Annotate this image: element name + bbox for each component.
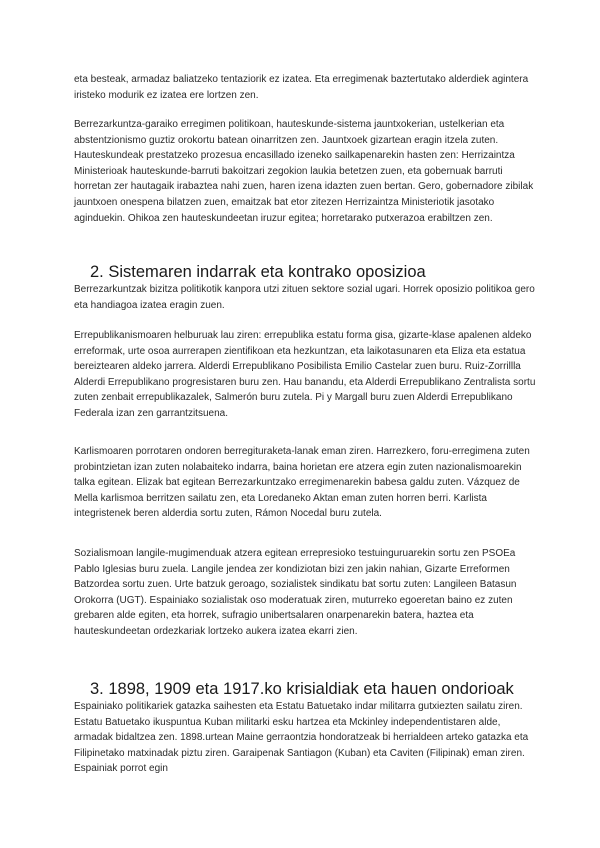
section-3-heading: 3. 1898, 1909 eta 1917.ko krisialdiak eta hauen ondorioak [90, 680, 514, 698]
section-2-heading: 2. Sistemaren indarrak eta kontrako oposizioa [90, 263, 426, 281]
paragraph-s2-1: Berrezarkuntzak bizitza politikotik kanpora utzi zituen sektore sozial ugari. Horrek oposizio politikoa gero eta handiagoa izatea eragin zuen. [74, 284, 535, 311]
paragraph-s3-1: Espainiako politikariek gatazka saihesten eta Estatu Batuetako indar militarra gutxiezten sailatu ziren. Estatu Batuetako ikuspuntua Kuban militarki esku hartzea eta Mckinley independentistaren alde, armadak bidaltzea zen. 1898.urtean Maine gerraontzia hondoratzeak bi herrialdeen arteko gatazka eta Filipinetako matxinadak piztu ziren. Garaipenak Santiagon (Kuban) eta Caviten (Filipinak) eman ziren. Espainiak porrot egin [74, 701, 529, 775]
paragraph-s2-3: Karlismoaren porrotaren ondoren berregituraketa-lanak eman ziren. Harrezkero, foru-erregimena zuten probintzietan izan zuten nolabaiteko indarra, baina horietan ere atzera egin zuten nazionalismoarekin talka egitean. Elizak bat egitean Berrezarkuntzako erregimenarekin babesa galdu zuten. Vázquez de Mella karlismoa berritzen sailatu zen, eta Loredaneko Aktan eman zuten horren berri. Karlista integristenek beren alderdia sortu zuten, Rámon Nocedal buru zutela. [74, 446, 530, 520]
paragraph-s2-4: Sozialismoan langile-mugimenduak atzera egitean errepresioko testuinguruarekin sortu zen PSOEa Pablo Iglesias buru zuela. Langile jendea zer kondiziotan bizi zen jakin nahian, Gizarte Erreformen Batzordea sortu zuen. Urte batzuk geroago, sozialistek sindikatu bat sortu zuten: Langileen Batasun Orokorra (UGT). Espainiako sozialistak oso moderatuak ziren, muturreko egoeretan baino ez zuten grebaren alde egiten, eta horrek, sufragio unibertsalaren onarpenarekin batera, haztea eta hauteskundeetan ordezkariak lortzeko aukera izatea ekarri zien. [74, 548, 517, 637]
paragraph-intro-2: Berrezarkuntza-garaiko erregimen politikoan, hauteskunde-sistema jauntxokerian, ustelkerian eta abstentzionismo guztiz orokortu batean oinarritzen zen. Jauntxoek gizartean eragin itzela zuten. Hauteskundeak prestatzeko prozesua encasillado izeneko sailkapenarekin hasten zen: Herrizaintza Ministerioak hauteskunde-barruti bakoitzari zegokion laukia betetzen zuen, eta gobernuak barruti horretan zer hautagaik irabaztea nahi zuen, haren izena idazten zuen bertan. Gero, gobernadore zibilak jauntxoen onespena bilatzen zuen, emaitzak bat etor zitezen Herrizaintza Ministeriotik jasotako aginduekin. Ohikoa zen hauteskundeetan iruzur egitea; horretarako putxerazoa erabiltzen zen. [74, 119, 534, 224]
paragraph-intro-1: eta besteak, armadaz baliatzeko tentaziorik ez izatea. Eta erregimenak baztertutako alderdiek agintera iristeko modurik ez izatea ere lortzen zen. [74, 74, 529, 101]
paragraph-s2-2: Errepublikanismoaren helburuak lau ziren: errepublika estatu forma gisa, gizarte-klase apalenen aldeko erreformak, urte osoa aurrerapen zientifikoan eta hezkuntzan, eta laikotasunaren eta Eliza eta estatua bereiztearen aldeko jarrera. Alderdi Errepublikano Posibilista Emilio Castelar zuen buru. Ruiz-Zorrillla Alderdi Errepublikano progresistaren buru zen. Hau banandu, eta Alderdi Errepublikano Zentralista sortu zuten zenbait errepublikazalek, Salmerón buru zutela. Pi y Margall buru zuen Alderdi Errepublikano Federala izan zen garrantzitsuena. [74, 330, 536, 419]
